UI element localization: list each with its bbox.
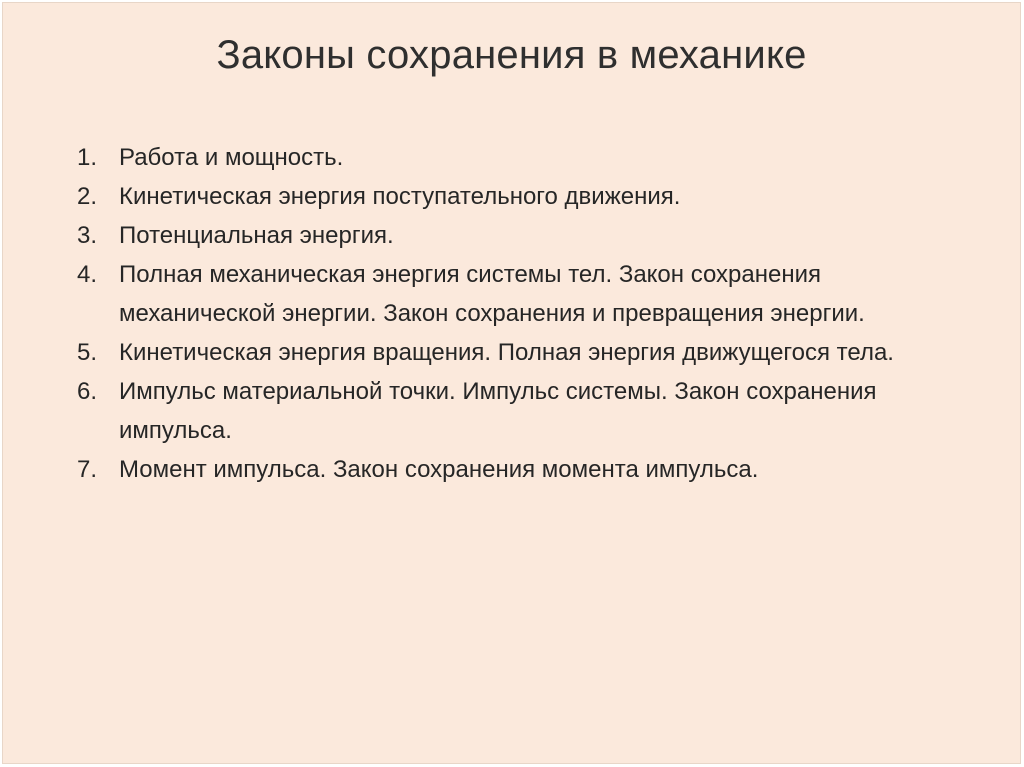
list-item-number: 6. <box>77 378 98 405</box>
list-item <box>77 255 977 333</box>
slide <box>2 2 1021 764</box>
list-item <box>77 216 977 255</box>
list-item <box>77 138 977 177</box>
list-item-text: Работа и мощность. <box>119 144 344 171</box>
list-item-text: Кинетическая энергия вращения. Полная энергия движущегося тела. <box>119 339 894 366</box>
list-item <box>77 333 977 372</box>
list-item-text: Импульс материальной точки. Импульс системы. Закон сохранения импульса. <box>119 378 877 444</box>
list-item-number: 2. <box>77 183 98 210</box>
list-item-text: Момент импульса. Закон сохранения момента импульса. <box>119 456 759 483</box>
list-item-text: Полная механическая энергия системы тел. Закон сохранения механической энергии. Закон сохранения и превращения энергии. <box>119 261 865 327</box>
list-item-number: 7. <box>77 456 98 483</box>
list-item-number: 3. <box>77 222 98 249</box>
list-item <box>77 450 977 489</box>
list-item-number: 5. <box>77 339 98 366</box>
slide-title: Законы сохранения в механике <box>216 33 807 77</box>
topic-list <box>77 138 977 489</box>
list-item <box>77 177 977 216</box>
list-item-number: 1. <box>77 144 98 171</box>
list-item-text: Кинетическая энергия поступательного движения. <box>119 183 681 210</box>
list-item <box>77 372 977 450</box>
list-item-number: 4. <box>77 261 98 288</box>
list-item-text: Потенциальная энергия. <box>119 222 394 249</box>
